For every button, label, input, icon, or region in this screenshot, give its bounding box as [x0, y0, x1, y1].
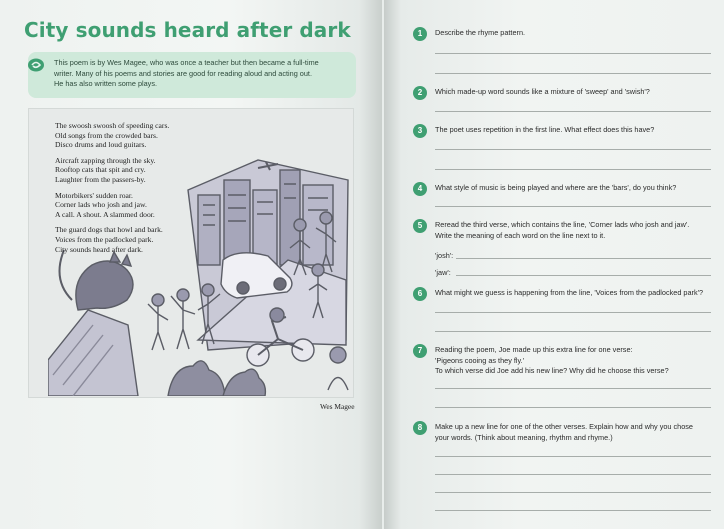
question-text — [435, 288, 715, 299]
poem — [55, 121, 225, 260]
poem-stanza — [55, 225, 225, 254]
poem-stanza — [55, 191, 225, 220]
question-text — [435, 87, 715, 98]
answer-line[interactable] — [435, 169, 711, 170]
question-number: 8 — [413, 421, 427, 435]
question-number: 6 — [413, 287, 427, 301]
question-text — [435, 28, 715, 39]
answer-line[interactable] — [435, 510, 711, 511]
question-number: 4 — [413, 182, 427, 196]
answer-line[interactable] — [435, 149, 711, 150]
answer-line[interactable] — [435, 492, 711, 493]
question-line: What style of music is being played and where are the 'bars', do you think? — [435, 183, 677, 192]
poem-line: Disco drums and loud guitars. — [55, 140, 147, 150]
question-line: Reread the third verse, which contains the line, 'Corner lads who josh and jaw'. — [435, 220, 690, 229]
question-number: 5 — [413, 219, 427, 233]
answer-line-josh[interactable] — [456, 258, 711, 259]
question-line: The poet uses repetition in the first line. What effect does this have? — [435, 125, 655, 134]
answer-line[interactable] — [435, 53, 711, 54]
answer-line[interactable] — [435, 474, 711, 475]
question-text — [435, 125, 715, 136]
question-line: your words. (Think about meaning, rhythm and rhyme.) — [435, 432, 613, 442]
question-number: 3 — [413, 124, 427, 138]
answer-line[interactable] — [435, 331, 711, 332]
poem-line: Old songs from the crowded bars. — [55, 130, 158, 140]
poem-author: Wes Magee — [320, 402, 355, 411]
poem-line: Voices from the padlocked park. — [55, 234, 154, 244]
poem-line: The guard dogs that howl and bark. — [55, 225, 163, 235]
question-text — [435, 220, 715, 241]
poem-line: Rooftop cats that spit and cry. — [55, 165, 146, 175]
speech-swirl-icon — [27, 57, 45, 73]
poem-line: Aircraft zapping through the sky. — [55, 155, 156, 165]
question-line: Reading the poem, Joe made up this extra line for one verse: — [435, 345, 633, 354]
question-number: 2 — [413, 86, 427, 100]
question-text — [435, 345, 715, 377]
question-line: 'Pigeons cooing as they fly.' — [435, 355, 525, 365]
page-title: City sounds heard after dark — [24, 18, 351, 42]
question-line: Write the meaning of each word on the line next to it. — [435, 230, 606, 240]
question-number: 1 — [413, 27, 427, 41]
poem-line: Motorbikers' sudden roar. — [55, 190, 133, 200]
intro-line: writer. Many of his poems and stories are good for reading aloud and acting out. — [54, 68, 312, 78]
intro-line: He has also written some plays. — [54, 79, 158, 88]
intro-line: This poem is by Wes Magee, who was once a teacher but then became a full-time — [54, 58, 319, 67]
intro-box — [28, 52, 356, 98]
answer-label-jaw: 'jaw': — [435, 268, 451, 277]
right-page — [384, 0, 724, 529]
poem-stanza — [55, 121, 225, 150]
question-line: To which verse did Joe add his new line? Why did he choose this verse? — [435, 366, 669, 376]
poem-line: Laughter from the passers-by. — [55, 174, 146, 184]
answer-label-josh: 'josh': — [435, 251, 454, 260]
poem-line: A call. A shout. A slammed door. — [55, 209, 155, 219]
answer-line[interactable] — [435, 111, 711, 112]
answer-line[interactable] — [435, 456, 711, 457]
question-number: 7 — [413, 344, 427, 358]
answer-line[interactable] — [435, 407, 711, 408]
question-text — [435, 422, 715, 443]
poem-line: City sounds heard after dark. — [55, 244, 143, 254]
poem-line: The swoosh swoosh of speeding cars. — [55, 121, 170, 130]
question-line: What might we guess is happening from the line, 'Voices from the padlocked park'? — [435, 288, 704, 297]
answer-line[interactable] — [435, 312, 711, 313]
question-line: Which made-up word sounds like a mixture of 'sweep' and 'swish'? — [435, 87, 650, 96]
answer-line[interactable] — [435, 206, 711, 207]
answer-line[interactable] — [435, 73, 711, 74]
answer-line-jaw[interactable] — [456, 275, 711, 276]
poem-stanza — [55, 156, 225, 185]
question-line: Describe the rhyme pattern. — [435, 28, 526, 37]
question-text — [435, 183, 715, 194]
poem-line: Corner lads who josh and jaw. — [55, 200, 147, 210]
question-line: Make up a new line for one of the other verses. Explain how and why you chose — [435, 422, 693, 431]
answer-line[interactable] — [435, 388, 711, 389]
